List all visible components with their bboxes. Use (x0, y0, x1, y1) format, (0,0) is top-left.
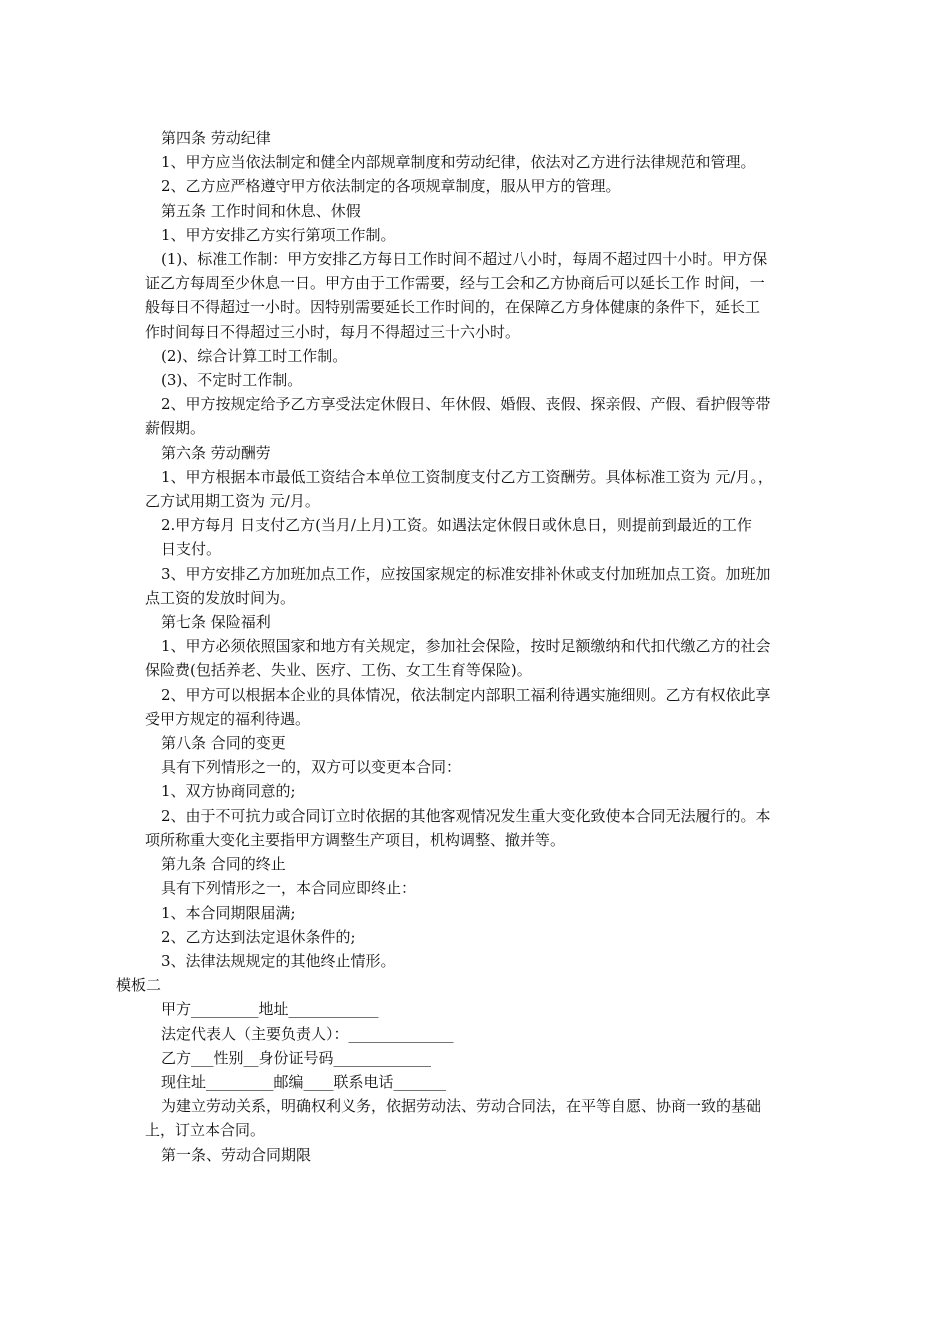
document-line: 2、乙方应严格遵守甲方依法制定的各项规章制度，服从甲方的管理。 (161, 177, 621, 196)
document-line: 甲方_________地址____________ (161, 1000, 379, 1019)
document-line: (2)、综合计算工时工作制。 (161, 346, 348, 365)
document-line: 第五条 工作时间和休息、休假 (161, 201, 361, 220)
document-line: 第九条 合同的终止 (161, 855, 286, 874)
document-line: 3、法律法规规定的其他终止情形。 (161, 951, 396, 970)
document-line: 具有下列情形之一的，双方可以变更本合同： (161, 758, 462, 777)
template-heading: 模板二 (116, 976, 162, 995)
document-line: 2、由于不可抗力或合同订立时依据的其他客观情况发生重大变化致使本合同无法履行的。本 (161, 806, 771, 825)
document-line: 第六条 劳动酬劳 (161, 443, 271, 462)
document-line: 受甲方规定的福利待遇。 (145, 709, 311, 728)
document-line: 上，订立本合同。 (145, 1121, 266, 1140)
document-line: 乙方___性别__身份证号码_____________ (161, 1048, 432, 1067)
document-line: 点工资的发放时间为。 (145, 588, 296, 607)
document-line: 法定代表人（主要负责人）：______________ (161, 1024, 454, 1043)
document-line: 乙方试用期工资为 元/月。 (145, 492, 320, 511)
document-line: 第一条、劳动合同期限 (161, 1145, 312, 1164)
document-line: (3)、不定时工作制。 (161, 371, 303, 390)
document-line: 项所称重大变化主要指甲方调整生产项目，机构调整、撤并等。 (145, 830, 566, 849)
document-body (116, 126, 810, 1167)
document-line: 2.甲方每月 日支付乙方(当月/上月)工资。如遇法定休假日或休息日，则提前到最近的工作 (161, 516, 752, 535)
document-line: 日支付。 (161, 540, 222, 559)
document-line: 2、甲方按规定给予乙方享受法定休假日、年休假、婚假、丧假、探亲假、产假、看护假等带 (161, 395, 771, 414)
document-line: 1、甲方应当依法制定和健全内部规章制度和劳动纪律，依法对乙方进行法律规范和管理。 (161, 153, 756, 172)
document-line: 现住址_________邮编____联系电话_______ (161, 1072, 447, 1091)
document-line: 3、甲方安排乙方加班加点工作，应按国家规定的标准安排补休或支付加班加点工资。加班加 (161, 564, 771, 583)
document-line: 第七条 保险福利 (161, 613, 271, 632)
document-line: 薪假期。 (145, 419, 206, 438)
document-line: 1、本合同期限届满; (161, 903, 296, 922)
document-line: 作时间每日不得超过三小时，每月不得超过三十六小时。 (145, 322, 521, 341)
document-line: 2、甲方可以根据本企业的具体情况，依法制定内部职工福利待遇实施细则。乙方有权依此享 (161, 685, 771, 704)
document-line: 具有下列情形之一，本合同应即终止： (161, 879, 417, 898)
document-line: 第四条 劳动纪律 (161, 129, 271, 147)
document-line: 1、双方协商同意的; (161, 782, 296, 801)
document-line: 保险费(包括养老、失业、医疗、工伤、女工生育等保险)。 (145, 661, 532, 680)
document-line: 证乙方每周至少休息一日。甲方由于工作需要，经与工会和乙方协商后可以延长工作 时间，一 (145, 274, 765, 293)
document-line: 第八条 合同的变更 (161, 734, 286, 753)
document-line: 1、甲方安排乙方实行第项工作制。 (161, 225, 396, 244)
document-line: 般每日不得超过一小时。因特别需要延长工作时间的，在保障乙方身体健康的条件下，延长工 (145, 298, 761, 317)
document-line: 1、甲方必须依照国家和地方有关规定，参加社会保险，按时足额缴纳和代扣代缴乙方的社会 (161, 637, 771, 656)
document-line: 1、甲方根据本市最低工资结合本单位工资制度支付乙方工资酬劳。具体标准工资为 元/月。， (161, 467, 773, 486)
document-line: 2、乙方达到法定退休条件的; (161, 927, 356, 946)
document-line: 为建立劳动关系，明确权利义务，依据劳动法、劳动合同法，在平等自愿、协商一致的基础 (161, 1097, 762, 1116)
document-line: (1)、标准工作制：甲方安排乙方每日工作时间不超过八小时，每周不超过四十小时。甲方保 (161, 250, 768, 269)
